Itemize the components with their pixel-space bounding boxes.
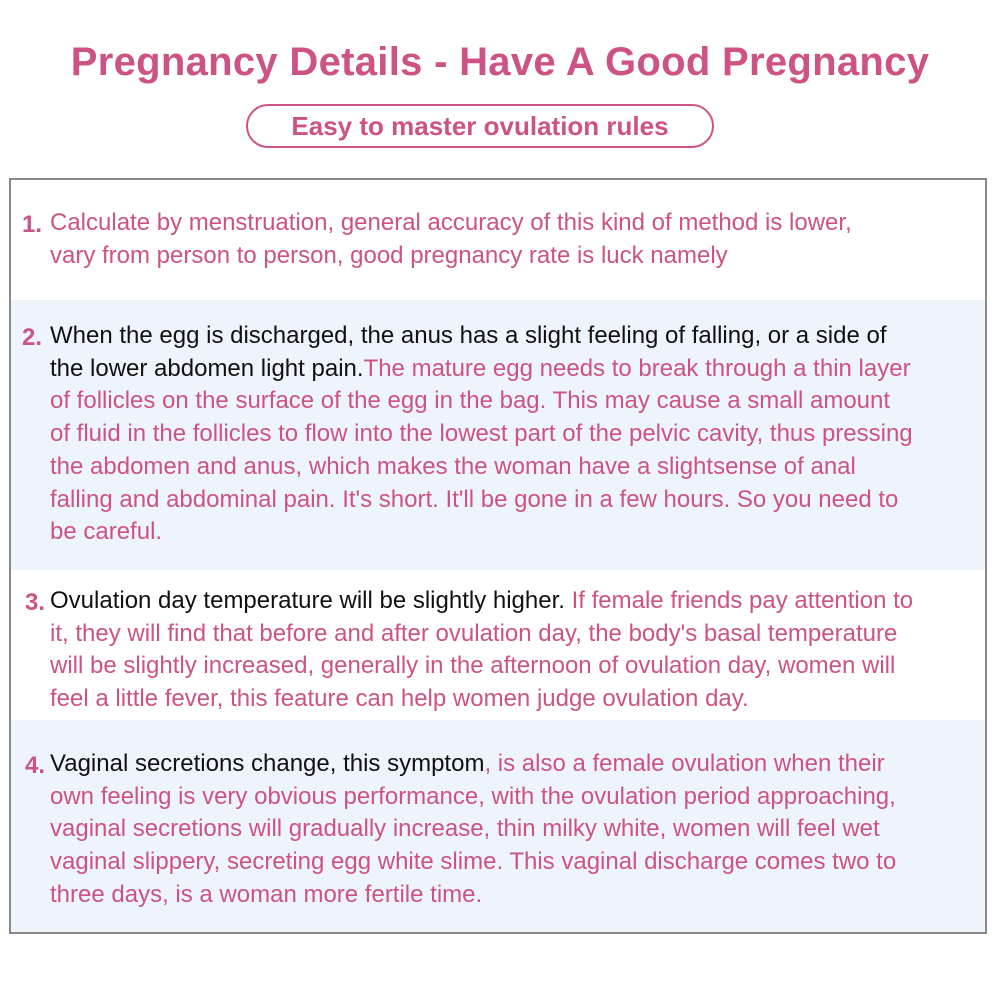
item-line: be careful. <box>50 518 163 546</box>
item-detail: If female friends pay attention to <box>564 587 914 614</box>
item-number: 4. <box>25 752 46 779</box>
tip-item-3 <box>11 570 985 720</box>
tips-panel <box>9 178 987 934</box>
item-lead-line: When the egg is discharged, the anus has a slight feeling of falling, or a side of <box>50 322 887 349</box>
item-text <box>50 320 987 549</box>
item-text <box>50 748 987 912</box>
page-title: Pregnancy Details - Have A Good Pregnancy <box>70 40 930 84</box>
item-line: vaginal slippery, secreting egg white slime. This vaginal discharge comes two to <box>50 848 897 876</box>
item-line: vary from person to person, good pregnancy rate is luck namely <box>50 241 728 269</box>
item-line: feel a little fever, this feature can help women judge ovulation day. <box>50 685 749 713</box>
item-line: own feeling is very obvious performance, with the ovulation period approaching, <box>50 782 896 810</box>
item-line: three days, is a woman more fertile time. <box>50 880 483 908</box>
item-line: the abdomen and anus, which makes the woman have a slightsense of anal <box>50 452 856 480</box>
item-text <box>50 585 987 716</box>
item-number: 1. <box>22 211 43 238</box>
tip-item-1 <box>11 180 985 300</box>
item-detail: The mature egg needs to break through a thin layer <box>363 354 911 382</box>
subtitle-badge: Easy to master ovulation rules <box>246 104 714 148</box>
item-line: falling and abdominal pain. It's short. It'll be gone in a few hours. So you need to <box>50 485 899 513</box>
item-lead-line: the lower abdomen light pain. <box>50 354 364 382</box>
item-line: Calculate by menstruation, general accuracy of this kind of method is lower, <box>50 209 852 236</box>
item-line: it, they will find that before and after ovulation day, the body's basal temperature <box>50 619 898 647</box>
item-number: 3. <box>25 589 46 616</box>
item-text <box>50 207 987 272</box>
item-line: vaginal secretions will gradually increase, thin milky white, women will feel wet <box>50 815 880 843</box>
tip-item-2 <box>11 300 985 570</box>
item-detail: , is also a female ovulation when their <box>484 750 885 777</box>
item-number: 2. <box>22 324 43 351</box>
item-line: will be slightly increased, generally in the afternoon of ovulation day, women will <box>50 652 896 680</box>
item-lead: Ovulation day temperature will be slightly higher. <box>50 587 565 614</box>
item-lead: Vaginal secretions change, this symptom <box>50 750 485 777</box>
tip-item-4 <box>11 720 985 934</box>
item-line: of fluid in the follicles to flow into the lowest part of the pelvic cavity, thus pressing <box>50 420 913 448</box>
item-line: of follicles on the surface of the egg in the bag. This may cause a small amount <box>50 387 891 415</box>
